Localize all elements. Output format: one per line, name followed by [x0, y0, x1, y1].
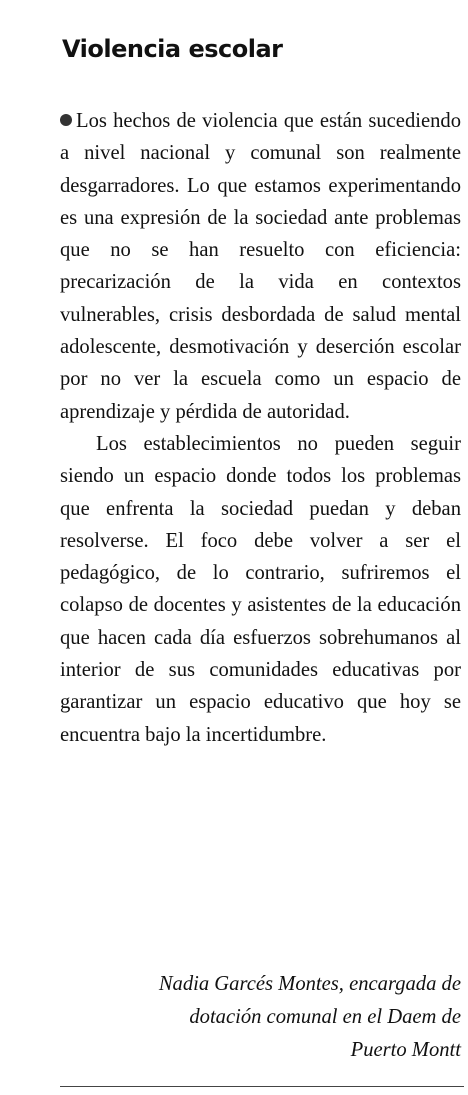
paragraph-1 — [60, 105, 461, 428]
paragraph-2: Los establecimientos no pueden seguir siendo un espacio donde todos los problemas que enfrenta la sociedad puedan y deban resolverse. El foco debe volver a ser el pedagógico, de lo contrario, sufriremos el colapso de docentes y asistentes de la educación que hacen cada día esfuerzos sobrehumanos al interior de sus comunidades educativas por garantizar un espacio educativo que hoy se encuentra bajo la incertidumbre. — [60, 432, 461, 746]
bottom-divider — [60, 1086, 464, 1087]
bullet-icon — [60, 114, 72, 126]
letter-body — [60, 105, 461, 751]
paragraph-1-text: Los hechos de violencia que están sucediendo a nivel nacional y comunal son realmente desgarradores. Lo que estamos experimentando es una expresión de la sociedad ante problemas que no se han resuelto con eficiencia: precarización de la vida en contextos vulnerables, crisis desbordada de salud mental adolescente, desmotivación y deserción escolar por no ver la escuela como un espacio de aprendizaje y pérdida de autoridad. — [60, 110, 461, 423]
signature-line-1: Nadia Garcés Montes, encargada de — [158, 973, 461, 995]
signature-line-3: Puerto Montt — [350, 1039, 461, 1061]
signature-line-2: dotación comunal en el Daem de — [189, 1006, 461, 1028]
headline: Violencia escolar — [62, 35, 283, 63]
author-signature — [60, 968, 461, 1067]
